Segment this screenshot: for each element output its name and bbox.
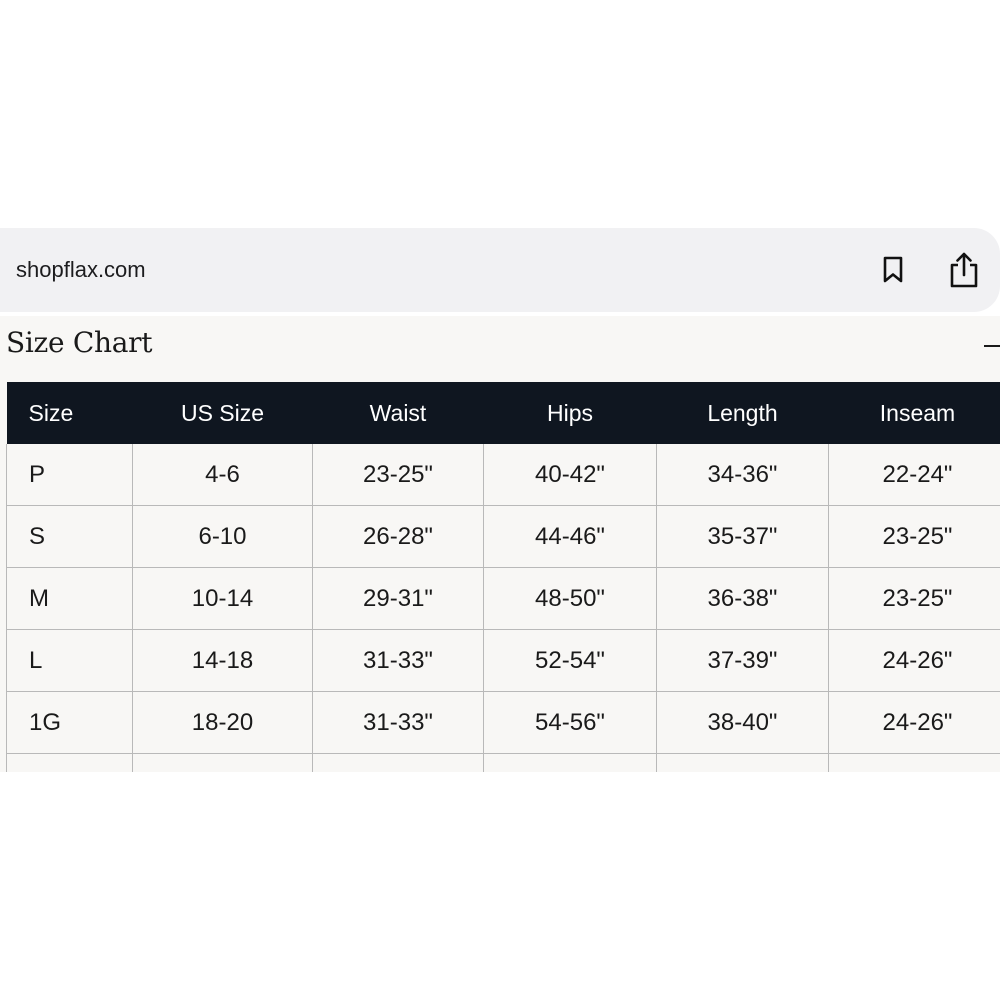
cell-size xyxy=(7,754,133,773)
cell-hips: 44-46" xyxy=(484,506,657,568)
table-row xyxy=(7,754,1000,773)
cell-us-size: 14-18 xyxy=(133,630,313,692)
cell-length: 38-40" xyxy=(657,692,829,754)
cell-us-size: 4-6 xyxy=(133,444,313,506)
cell-inseam: 24-26" xyxy=(829,630,1000,692)
share-icon xyxy=(948,251,980,289)
cell-waist: 31-33" xyxy=(313,692,484,754)
cell-length: 34-36" xyxy=(657,444,829,506)
header-waist: Waist xyxy=(313,382,484,444)
table-row xyxy=(7,506,1000,568)
cell-waist xyxy=(313,754,484,773)
cell-waist: 31-33" xyxy=(313,630,484,692)
cell-waist: 29-31" xyxy=(313,568,484,630)
cell-us-size: 6-10 xyxy=(133,506,313,568)
table-row xyxy=(7,568,1000,630)
cell-hips: 40-42" xyxy=(484,444,657,506)
size-chart-table xyxy=(6,382,1000,772)
cell-size: P xyxy=(7,444,133,506)
table-row xyxy=(7,630,1000,692)
section-title: Size Chart xyxy=(6,326,153,359)
header-us-size: US Size xyxy=(133,382,313,444)
size-chart-section xyxy=(0,316,1000,772)
table-row xyxy=(7,692,1000,754)
address-bar[interactable] xyxy=(0,228,1000,312)
cell-size: S xyxy=(7,506,133,568)
share-button[interactable] xyxy=(940,228,988,312)
bookmark-icon xyxy=(882,256,904,284)
cell-inseam xyxy=(829,754,1000,773)
cell-us-size: 10-14 xyxy=(133,568,313,630)
url-text[interactable]: shopflax.com xyxy=(16,257,146,282)
table-row xyxy=(7,444,1000,506)
cell-size: 1G xyxy=(7,692,133,754)
cell-size: M xyxy=(7,568,133,630)
cell-us-size xyxy=(133,754,313,773)
cell-hips xyxy=(484,754,657,773)
cell-length: 37-39" xyxy=(657,630,829,692)
header-length: Length xyxy=(657,382,829,444)
table-header-row xyxy=(7,382,1000,444)
cell-inseam: 24-26" xyxy=(829,692,1000,754)
cell-waist: 26-28" xyxy=(313,506,484,568)
cell-hips: 52-54" xyxy=(484,630,657,692)
cell-hips: 48-50" xyxy=(484,568,657,630)
cell-inseam: 23-25" xyxy=(829,506,1000,568)
bookmark-button[interactable] xyxy=(872,228,914,312)
minus-icon[interactable] xyxy=(984,345,1000,347)
cell-us-size: 18-20 xyxy=(133,692,313,754)
cell-inseam: 22-24" xyxy=(829,444,1000,506)
header-inseam: Inseam xyxy=(829,382,1000,444)
cell-length xyxy=(657,754,829,773)
cell-length: 35-37" xyxy=(657,506,829,568)
header-hips: Hips xyxy=(484,382,657,444)
cell-inseam: 23-25" xyxy=(829,568,1000,630)
cell-waist: 23-25" xyxy=(313,444,484,506)
cell-size: L xyxy=(7,630,133,692)
cell-hips: 54-56" xyxy=(484,692,657,754)
cell-length: 36-38" xyxy=(657,568,829,630)
header-size: Size xyxy=(7,382,133,444)
